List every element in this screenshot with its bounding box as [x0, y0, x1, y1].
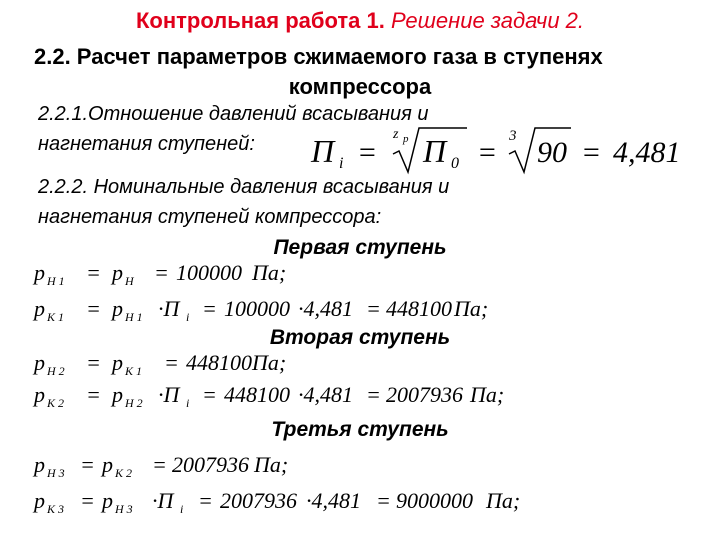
s1e1-val: 100000 [176, 260, 242, 285]
s2e1-sub2: K 1 [125, 364, 143, 378]
formula-pi-sub: i [339, 155, 344, 172]
s3e2-factor: ·4,481 [306, 488, 361, 513]
s2e2-sub-i: i [186, 396, 190, 410]
s3e2-eq: = [80, 488, 95, 513]
s2e2-factor: ·4,481 [298, 382, 353, 407]
s1e1-sub2: H [125, 274, 134, 288]
s1e1-eq: = [86, 260, 101, 285]
s1e1-eq2: = [154, 260, 169, 285]
formula-root-index-sub: p [403, 133, 409, 145]
s2e1-eq: = [86, 350, 101, 375]
s3e2-result: 9000000 [396, 488, 473, 513]
s1e2-p2: p [112, 296, 123, 321]
s3e1-unit: Па; [254, 452, 289, 477]
formula-root2-index: 3 [509, 128, 517, 144]
s3e2-sub1: K 3 [47, 502, 65, 516]
stage-2-eq2 [32, 382, 504, 410]
s3e2-p: p [34, 488, 45, 513]
s2e2-unit: Па; [470, 382, 505, 407]
s3e1-eq: = [80, 452, 95, 477]
formula-pi: Π [311, 133, 335, 169]
s2e2-sub1: K 2 [47, 396, 65, 410]
s1e2-eq3: = [366, 296, 381, 321]
s2e2-sub2: H 2 [125, 396, 143, 410]
sub1-line1: 2.2.1.Отношение давлений всасывания и [38, 103, 429, 125]
s2e1-p: p [34, 350, 45, 375]
s2e2-eq2: = [202, 382, 217, 407]
s3e2-eq2: = [198, 488, 213, 513]
stage-2-equations [30, 346, 610, 416]
s1e2-eq: = [86, 296, 101, 321]
s2e2-val: 448100 [224, 382, 290, 407]
s1e2-p: p [34, 296, 45, 321]
stage-1-equations [30, 256, 590, 326]
stage-3-eq2 [32, 488, 520, 516]
s2e2-result: 2007936 [386, 382, 463, 407]
s1e1-p2: p [112, 260, 123, 285]
s2e2-p2: p [112, 382, 123, 407]
s3e1-sub1: H 3 [47, 466, 65, 480]
s3e2-val: 2007936 [220, 488, 297, 513]
s3e2-sub-i: i [180, 502, 184, 516]
pressure-ratio-formula [305, 118, 705, 178]
slide-title [0, 8, 720, 34]
s2e2-dot: ·Π [158, 382, 180, 407]
s3e2-eq3: = [376, 488, 391, 513]
formula-eq1: = [357, 136, 378, 169]
s1e2-unit: Па; [454, 296, 489, 321]
s3e1-val: 2007936 [172, 452, 249, 477]
s2e1-unit: Па; [252, 350, 287, 375]
s3e2-sub2: H 3 [115, 502, 133, 516]
stage-3-title: Третья ступень [271, 418, 449, 441]
s1e2-factor: ·4,481 [298, 296, 353, 321]
s1e2-dot: ·Π [158, 296, 180, 321]
s3e1-p2: p [102, 452, 113, 477]
formula-eq3: = [581, 136, 602, 169]
s1e2-eq2: = [202, 296, 217, 321]
section-heading-line2: компрессора [288, 74, 432, 99]
s1e1-sub1: H 1 [47, 274, 65, 288]
s3e1-p: p [34, 452, 45, 477]
stage-2-eq1 [32, 350, 286, 378]
title-bold: Контрольная работа 1. [135, 8, 385, 33]
sub2-line2: нагнетания ступеней компрессора: [38, 206, 382, 228]
s2e1-val: 448100 [186, 350, 252, 375]
s2e2-eq3: = [366, 382, 381, 407]
stage-1-eq1 [32, 260, 286, 288]
formula-pi0: Π [423, 133, 447, 169]
formula-root-index: z [393, 127, 399, 142]
s1e1-p: p [34, 260, 45, 285]
formula-90: 90 [537, 136, 567, 169]
sub1-line2: нагнетания ступеней: [38, 133, 255, 155]
s2e2-p: p [34, 382, 45, 407]
s1e2-sub-i: i [186, 310, 190, 324]
s1e2-val: 100000 [224, 296, 290, 321]
s3e2-dot: ·Π [152, 488, 174, 513]
s1e1-unit: Па; [252, 260, 287, 285]
s3e1-eq2: = [152, 452, 167, 477]
s2e1-p2: p [112, 350, 123, 375]
stage-3-eq1 [32, 452, 288, 480]
s2e1-sub1: H 2 [47, 364, 65, 378]
formula-eq2: = [477, 136, 498, 169]
s1e2-result: 448100 [386, 296, 452, 321]
stage-1-eq2 [32, 296, 488, 324]
s3e2-p2: p [102, 488, 113, 513]
title-italic: Решение задачи 2. [384, 8, 585, 33]
s2e1-eq2: = [164, 350, 179, 375]
s3e1-sub2: K 2 [115, 466, 133, 480]
stage-3-equations [30, 446, 610, 526]
stage-2-title: Вторая ступень [269, 326, 451, 349]
s3e2-unit: Па; [486, 488, 521, 513]
formula-pi0-sub: 0 [451, 155, 459, 172]
section-heading-line1: 2.2. Расчет параметров сжимаемого газа в ступенях [34, 44, 603, 69]
sub2-line1: 2.2.2. Номинальные давления всасывания и [38, 176, 450, 198]
formula-result: 4,481 [613, 136, 681, 169]
s2e2-eq: = [86, 382, 101, 407]
s1e2-sub2: H 1 [125, 310, 143, 324]
stage-1-title: Первая ступень [273, 236, 447, 259]
s1e2-sub1: K 1 [47, 310, 65, 324]
